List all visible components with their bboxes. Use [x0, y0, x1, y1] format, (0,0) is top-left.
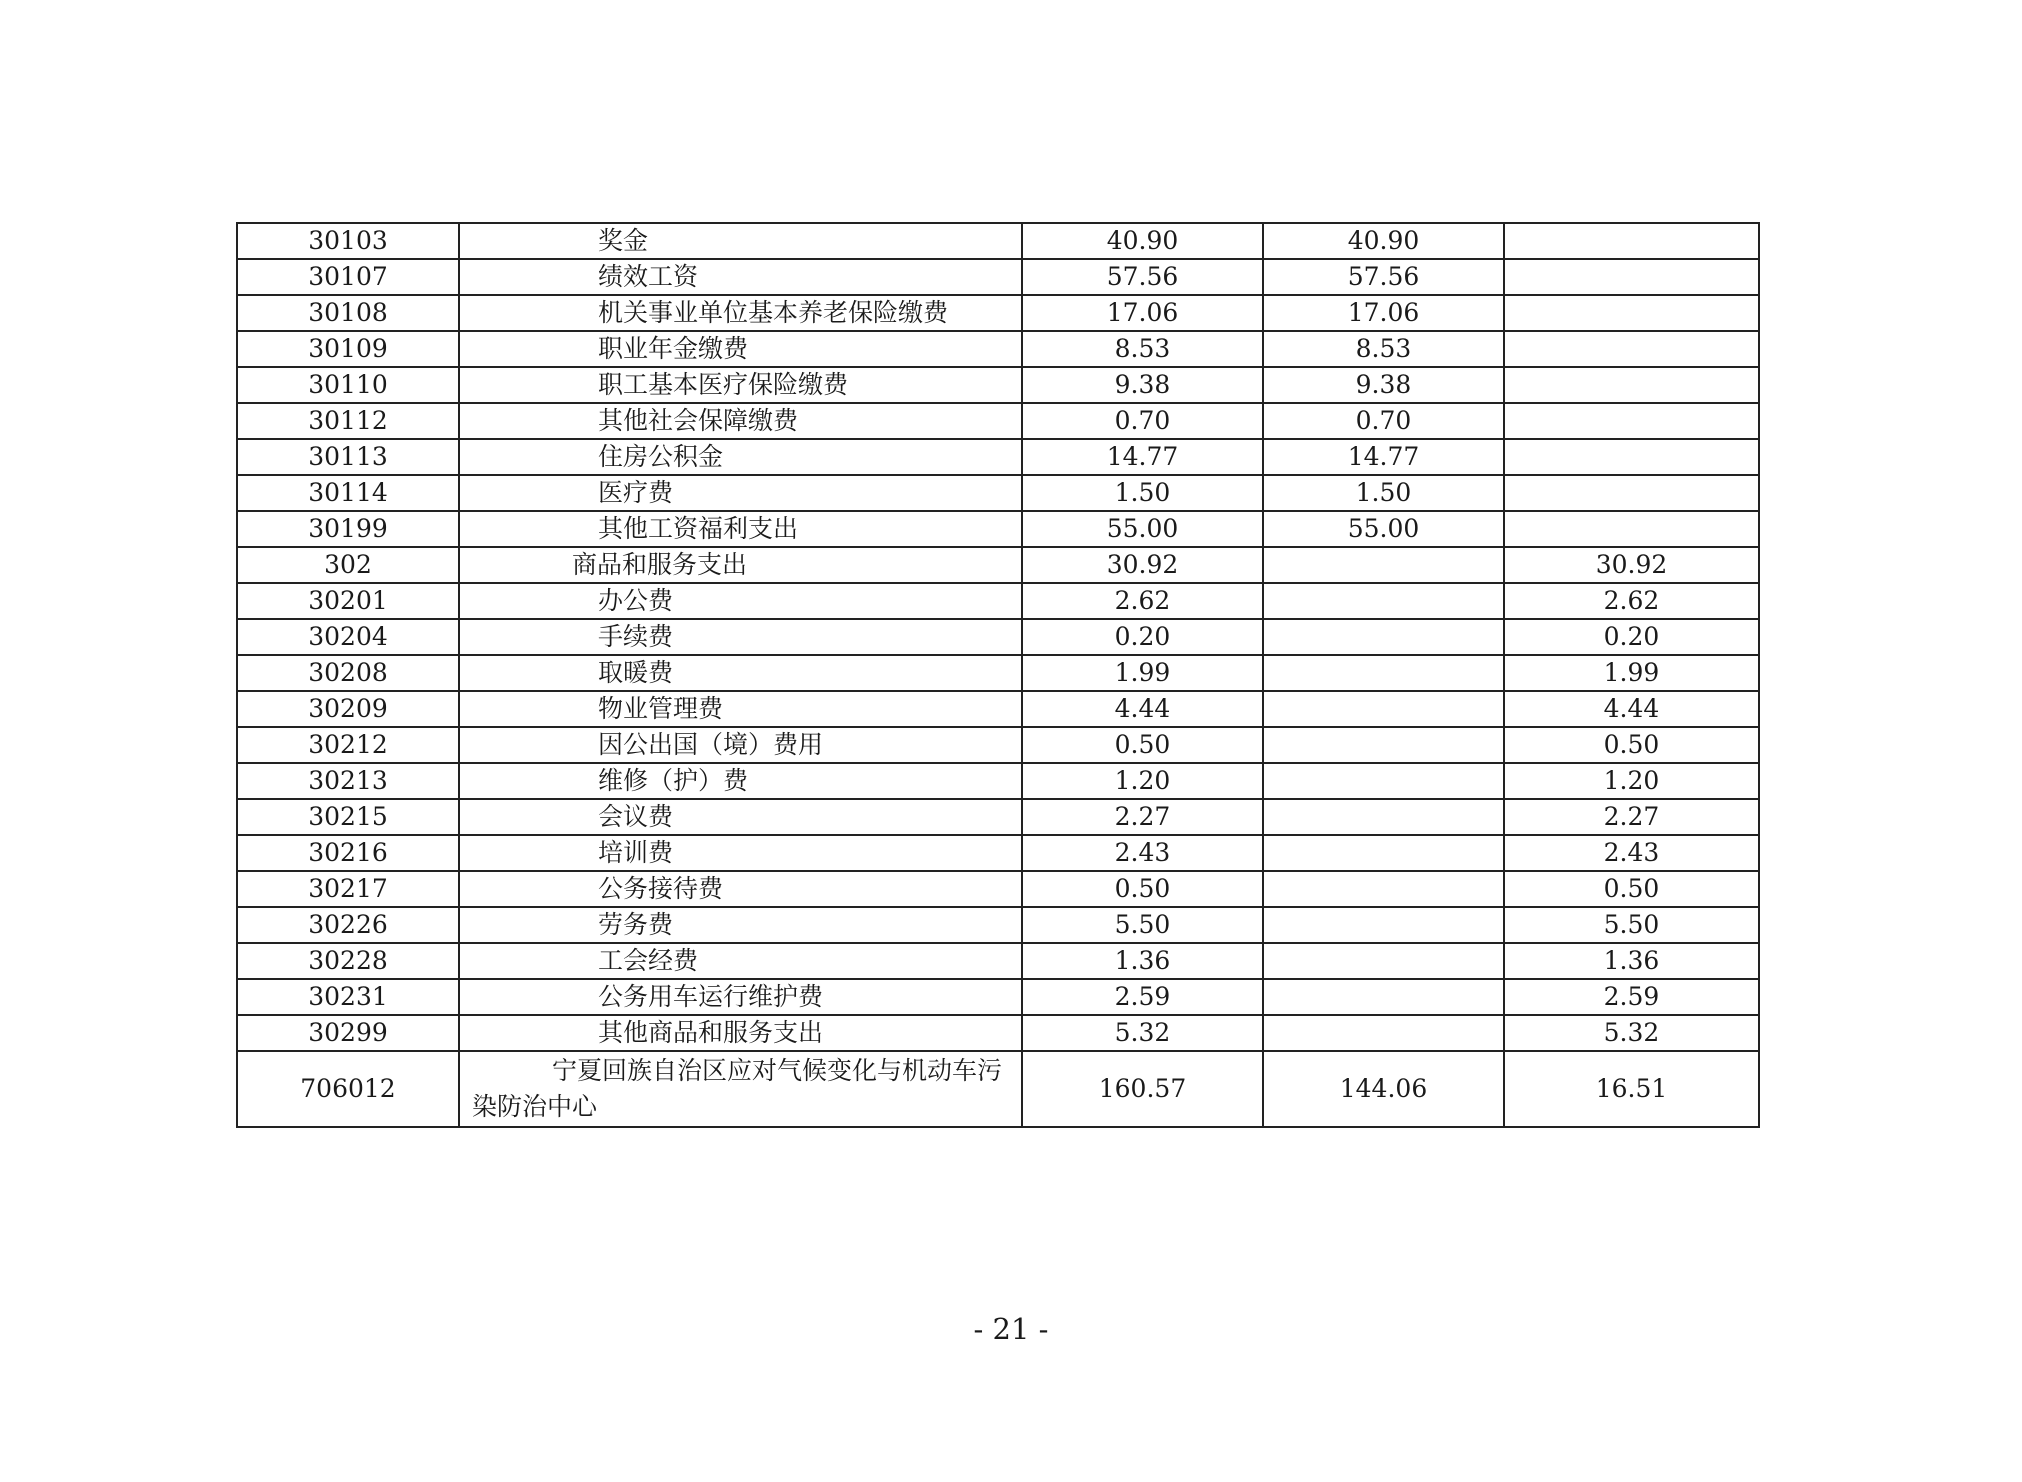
economic-code-cell: 30108: [237, 295, 459, 331]
table-row: [237, 907, 1759, 943]
budget-table-container: [236, 222, 1758, 1128]
item-name-cell: 商品和服务支出: [459, 547, 1022, 583]
table-row: [237, 403, 1759, 439]
total-amount-cell: 1.99: [1022, 655, 1263, 691]
project-expenditure-cell: [1504, 367, 1759, 403]
economic-code-cell: 30299: [237, 1015, 459, 1051]
basic-expenditure-cell: [1263, 691, 1504, 727]
total-amount-cell: 2.27: [1022, 799, 1263, 835]
table-row: [237, 1015, 1759, 1051]
total-amount-cell: 2.62: [1022, 583, 1263, 619]
total-amount-cell: 2.43: [1022, 835, 1263, 871]
item-name-cell: 因公出国（境）费用: [459, 727, 1022, 763]
item-name-cell: 绩效工资: [459, 259, 1022, 295]
economic-code-cell: 30231: [237, 979, 459, 1015]
table-row: [237, 475, 1759, 511]
basic-expenditure-cell: 40.90: [1263, 223, 1504, 259]
basic-expenditure-cell: [1263, 907, 1504, 943]
basic-expenditure-cell: [1263, 583, 1504, 619]
basic-expenditure-cell: [1263, 655, 1504, 691]
total-amount-cell: 160.57: [1022, 1051, 1263, 1127]
total-amount-cell: 30.92: [1022, 547, 1263, 583]
project-expenditure-cell: [1504, 259, 1759, 295]
economic-code-cell: 30109: [237, 331, 459, 367]
item-name-cell: 职业年金缴费: [459, 331, 1022, 367]
basic-expenditure-cell: [1263, 799, 1504, 835]
table-row: [237, 547, 1759, 583]
project-expenditure-cell: 2.27: [1504, 799, 1759, 835]
economic-code-cell: 30103: [237, 223, 459, 259]
economic-code-cell: 30209: [237, 691, 459, 727]
table-row: [237, 331, 1759, 367]
project-expenditure-cell: 5.50: [1504, 907, 1759, 943]
basic-expenditure-cell: 55.00: [1263, 511, 1504, 547]
project-expenditure-cell: 5.32: [1504, 1015, 1759, 1051]
item-name-cell: 宁夏回族自治区应对气候变化与机动车污染防治中心: [459, 1051, 1022, 1127]
item-name-cell: 工会经费: [459, 943, 1022, 979]
item-name-cell: 奖金: [459, 223, 1022, 259]
total-amount-cell: 5.32: [1022, 1015, 1263, 1051]
total-amount-cell: 9.38: [1022, 367, 1263, 403]
total-amount-cell: 5.50: [1022, 907, 1263, 943]
basic-expenditure-cell: 8.53: [1263, 331, 1504, 367]
item-name-cell: 办公费: [459, 583, 1022, 619]
economic-code-cell: 30110: [237, 367, 459, 403]
total-amount-cell: 1.36: [1022, 943, 1263, 979]
project-expenditure-cell: 4.44: [1504, 691, 1759, 727]
item-name-cell: 公务接待费: [459, 871, 1022, 907]
basic-expenditure-cell: [1263, 763, 1504, 799]
page-number: - 21 -: [973, 1312, 1049, 1346]
total-amount-cell: 0.50: [1022, 727, 1263, 763]
total-amount-cell: 0.20: [1022, 619, 1263, 655]
item-name-cell: 取暖费: [459, 655, 1022, 691]
total-amount-cell: 57.56: [1022, 259, 1263, 295]
basic-expenditure-cell: 0.70: [1263, 403, 1504, 439]
project-expenditure-cell: [1504, 295, 1759, 331]
item-name-cell: 机关事业单位基本养老保险缴费: [459, 295, 1022, 331]
basic-expenditure-cell: [1263, 871, 1504, 907]
project-expenditure-cell: [1504, 403, 1759, 439]
project-expenditure-cell: 1.36: [1504, 943, 1759, 979]
basic-expenditure-cell: [1263, 727, 1504, 763]
table-row: [237, 655, 1759, 691]
project-expenditure-cell: 0.50: [1504, 727, 1759, 763]
item-name-cell: 医疗费: [459, 475, 1022, 511]
total-amount-cell: 0.50: [1022, 871, 1263, 907]
project-expenditure-cell: [1504, 511, 1759, 547]
project-expenditure-cell: [1504, 439, 1759, 475]
basic-expenditure-cell: [1263, 547, 1504, 583]
basic-expenditure-cell: [1263, 835, 1504, 871]
economic-code-cell: 30228: [237, 943, 459, 979]
total-amount-cell: 2.59: [1022, 979, 1263, 1015]
item-name-cell: 物业管理费: [459, 691, 1022, 727]
item-name-cell: 职工基本医疗保险缴费: [459, 367, 1022, 403]
economic-code-cell: 30226: [237, 907, 459, 943]
table-row: [237, 763, 1759, 799]
economic-code-cell: 30215: [237, 799, 459, 835]
basic-expenditure-cell: 1.50: [1263, 475, 1504, 511]
economic-code-cell: 30113: [237, 439, 459, 475]
basic-expenditure-cell: [1263, 619, 1504, 655]
total-amount-cell: 8.53: [1022, 331, 1263, 367]
basic-expenditure-cell: 17.06: [1263, 295, 1504, 331]
table-row: [237, 367, 1759, 403]
item-name-cell: 手续费: [459, 619, 1022, 655]
table-row: [237, 583, 1759, 619]
table-row: [237, 835, 1759, 871]
economic-code-cell: 30213: [237, 763, 459, 799]
economic-code-cell: 706012: [237, 1051, 459, 1127]
item-name-cell: 住房公积金: [459, 439, 1022, 475]
total-amount-cell: 1.50: [1022, 475, 1263, 511]
item-name-cell: 维修（护）费: [459, 763, 1022, 799]
economic-code-cell: 30217: [237, 871, 459, 907]
table-row: [237, 799, 1759, 835]
table-row: [237, 511, 1759, 547]
project-expenditure-cell: [1504, 223, 1759, 259]
table-row: [237, 439, 1759, 475]
basic-expenditure-cell: 57.56: [1263, 259, 1504, 295]
table-row: [237, 943, 1759, 979]
project-expenditure-cell: 1.20: [1504, 763, 1759, 799]
economic-code-cell: 30112: [237, 403, 459, 439]
economic-code-cell: 30114: [237, 475, 459, 511]
item-name-cell: 培训费: [459, 835, 1022, 871]
item-name-cell: 会议费: [459, 799, 1022, 835]
table-row: [237, 619, 1759, 655]
basic-expenditure-cell: 14.77: [1263, 439, 1504, 475]
total-amount-cell: 17.06: [1022, 295, 1263, 331]
economic-code-cell: 30107: [237, 259, 459, 295]
table-row: [237, 223, 1759, 259]
item-name-cell: 其他工资福利支出: [459, 511, 1022, 547]
basic-expenditure-cell: [1263, 943, 1504, 979]
project-expenditure-cell: 1.99: [1504, 655, 1759, 691]
table-row: [237, 691, 1759, 727]
budget-expenditure-table: [236, 222, 1760, 1128]
table-row: [237, 295, 1759, 331]
table-row: [237, 727, 1759, 763]
basic-expenditure-cell: [1263, 979, 1504, 1015]
total-amount-cell: 40.90: [1022, 223, 1263, 259]
economic-code-cell: 30201: [237, 583, 459, 619]
economic-code-cell: 30199: [237, 511, 459, 547]
economic-code-cell: 30212: [237, 727, 459, 763]
table-row: [237, 1051, 1759, 1127]
project-expenditure-cell: 2.43: [1504, 835, 1759, 871]
total-amount-cell: 0.70: [1022, 403, 1263, 439]
economic-code-cell: 302: [237, 547, 459, 583]
project-expenditure-cell: [1504, 475, 1759, 511]
table-row: [237, 979, 1759, 1015]
item-name-cell: 劳务费: [459, 907, 1022, 943]
basic-expenditure-cell: [1263, 1015, 1504, 1051]
economic-code-cell: 30204: [237, 619, 459, 655]
table-row: [237, 259, 1759, 295]
total-amount-cell: 14.77: [1022, 439, 1263, 475]
item-name-cell: 公务用车运行维护费: [459, 979, 1022, 1015]
project-expenditure-cell: 0.50: [1504, 871, 1759, 907]
economic-code-cell: 30208: [237, 655, 459, 691]
basic-expenditure-cell: 9.38: [1263, 367, 1504, 403]
project-expenditure-cell: 2.62: [1504, 583, 1759, 619]
item-name-cell: 其他社会保障缴费: [459, 403, 1022, 439]
basic-expenditure-cell: 144.06: [1263, 1051, 1504, 1127]
table-row: [237, 871, 1759, 907]
economic-code-cell: 30216: [237, 835, 459, 871]
project-expenditure-cell: [1504, 331, 1759, 367]
project-expenditure-cell: 0.20: [1504, 619, 1759, 655]
total-amount-cell: 1.20: [1022, 763, 1263, 799]
project-expenditure-cell: 30.92: [1504, 547, 1759, 583]
project-expenditure-cell: 16.51: [1504, 1051, 1759, 1127]
total-amount-cell: 55.00: [1022, 511, 1263, 547]
table-body: [237, 223, 1759, 1127]
item-name-cell: 其他商品和服务支出: [459, 1015, 1022, 1051]
project-expenditure-cell: 2.59: [1504, 979, 1759, 1015]
total-amount-cell: 4.44: [1022, 691, 1263, 727]
